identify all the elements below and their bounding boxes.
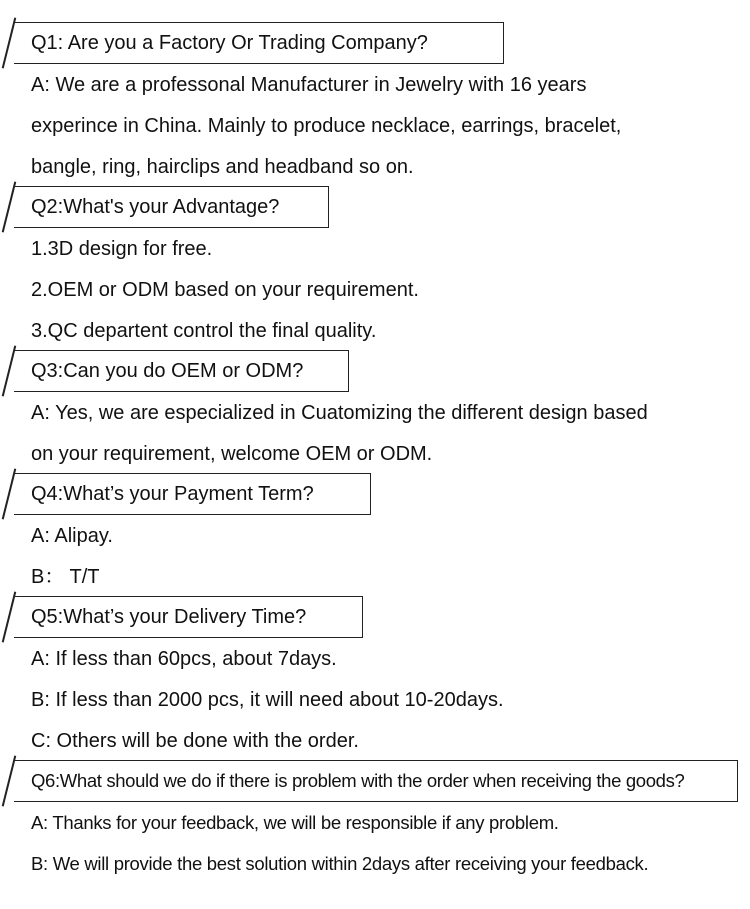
answer-6-line-2: B: We will provide the best solution within 2days after receiving your feedback. — [31, 853, 649, 874]
answer-3-line-1: A: Yes, we are especialized in Cuatomizing the different design based — [31, 402, 648, 424]
question-6-text: Q6:What should we do if there is problem with the order when receiving the goods? — [31, 770, 685, 791]
answer-2-line-3: 3.QC departent control the final quality. — [31, 320, 377, 342]
answer-1-line-1: A: We are a professonal Manufacturer in Jewelry with 16 years — [31, 74, 587, 96]
answer-4-line-1: A: Alipay. — [31, 525, 113, 547]
question-3-box — [14, 350, 349, 392]
answer-4-line-2: B： T/T — [31, 566, 100, 588]
question-5-text: Q5:What’s your Delivery Time? — [31, 605, 307, 628]
answer-1-line-3: bangle, ring, hairclips and headband so on. — [31, 156, 414, 178]
question-3-text: Q3:Can you do OEM or ODM? — [31, 359, 304, 382]
answer-1-line-2: experince in China. Mainly to produce necklace, earrings, bracelet, — [31, 115, 622, 137]
question-6-box — [14, 760, 738, 802]
question-2-box — [14, 186, 329, 228]
question-1-box — [14, 22, 504, 64]
answer-5-line-2: B: If less than 2000 pcs, it will need about 10-20days. — [31, 689, 504, 711]
question-1-text: Q1: Are you a Factory Or Trading Company? — [31, 31, 428, 54]
question-4-text: Q4:What’s your Payment Term? — [31, 482, 314, 505]
answer-3-line-2: on your requirement, welcome OEM or ODM. — [31, 443, 433, 465]
answer-6-line-1: A: Thanks for your feedback, we will be responsible if any problem. — [31, 812, 559, 833]
answer-2-line-2: 2.OEM or ODM based on your requirement. — [31, 279, 419, 301]
question-4-box — [14, 473, 371, 515]
answer-5-line-3: C: Others will be done with the order. — [31, 730, 359, 752]
answer-2-line-1: 1.3D design for free. — [31, 238, 213, 260]
question-5-box — [14, 596, 363, 638]
question-2-text: Q2:What's your Advantage? — [31, 195, 280, 218]
answer-5-line-1: A: If less than 60pcs, about 7days. — [31, 648, 337, 670]
